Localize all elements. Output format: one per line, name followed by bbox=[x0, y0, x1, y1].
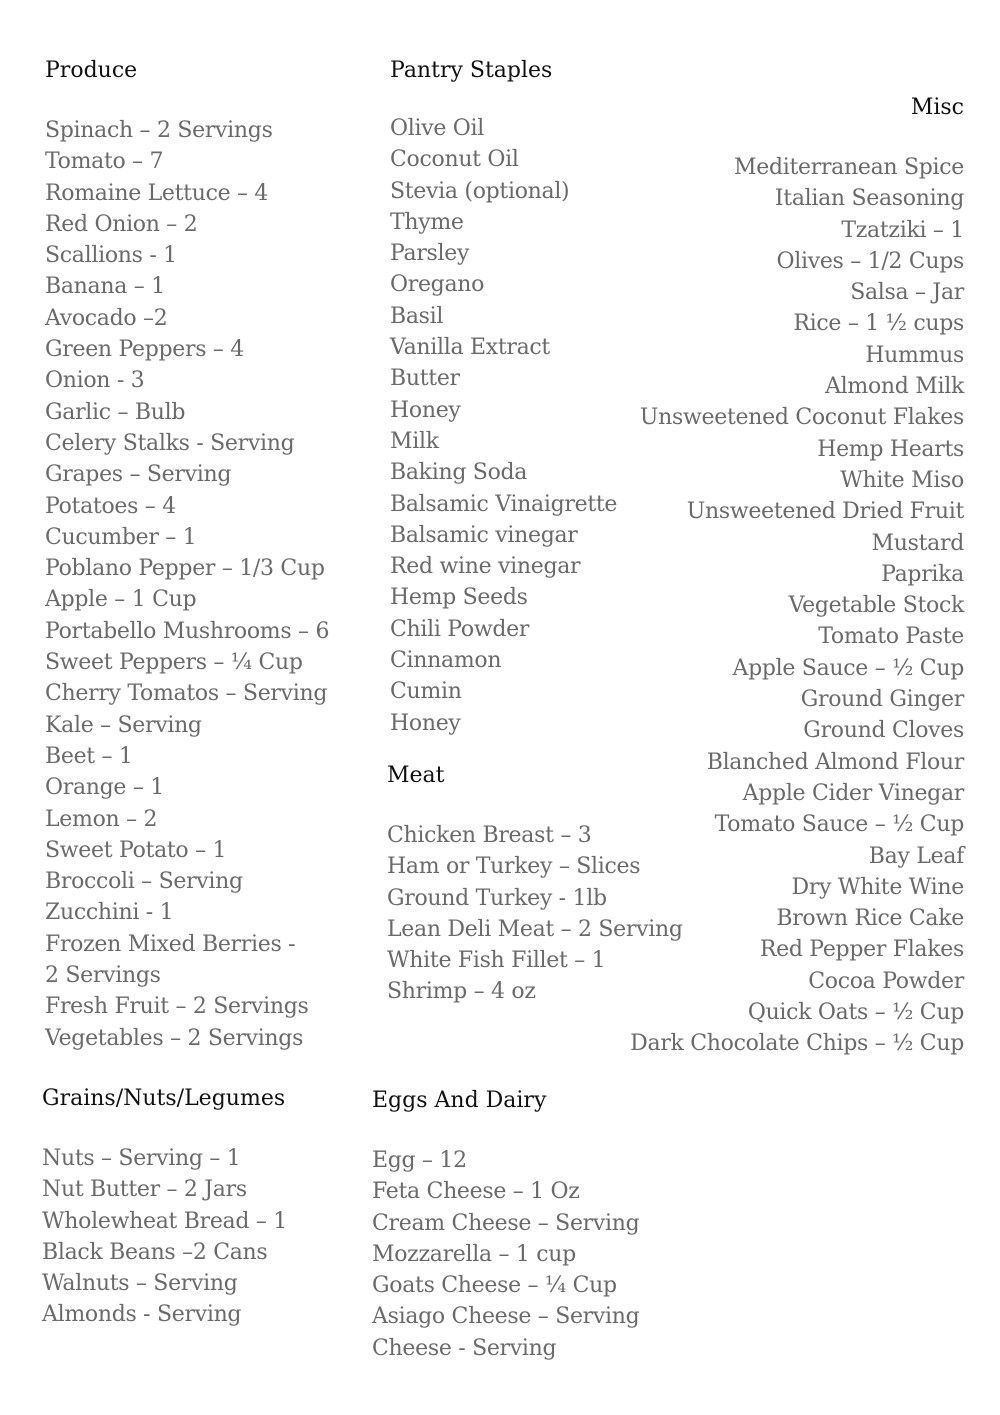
list-item: Walnuts – Serving bbox=[42, 1271, 238, 1297]
list-item: Vanilla Extract bbox=[390, 335, 550, 361]
list-item: Cinnamon bbox=[390, 648, 502, 674]
list-item: Quick Oats – ½ Cup bbox=[747, 1000, 964, 1026]
list-item: Sweet Peppers – ¼ Cup bbox=[45, 650, 303, 676]
list-item: Tomato Sauce – ½ Cup bbox=[714, 812, 964, 838]
list-item: Milk bbox=[390, 428, 439, 454]
list-item: Cream Cheese – Serving bbox=[372, 1210, 640, 1236]
list-item: Zucchini - 1 bbox=[45, 900, 174, 926]
dairy-heading: Eggs And Dairy bbox=[372, 1088, 547, 1113]
list-item: Apple – 1 Cup bbox=[45, 587, 197, 613]
list-item: Paprika bbox=[881, 561, 964, 587]
list-item: Sweet Potato – 1 bbox=[45, 837, 227, 863]
list-item: Spinach – 2 Servings bbox=[45, 118, 273, 143]
produce-heading: Produce bbox=[45, 58, 138, 83]
list-item: Tomato – 7 bbox=[45, 149, 164, 175]
list-item: Tomato Paste bbox=[818, 624, 964, 650]
dairy-list bbox=[372, 1145, 692, 1364]
list-item: Balsamic vinegar bbox=[390, 522, 578, 548]
list-item: Lean Deli Meat – 2 Serving bbox=[387, 916, 683, 942]
dairy-section bbox=[372, 1087, 692, 1364]
list-item: Goats Cheese – ¼ Cup bbox=[372, 1273, 617, 1299]
list-item: Black Beans –2 Cans bbox=[42, 1239, 268, 1265]
list-item: Honey bbox=[390, 710, 461, 736]
list-item: Wholewheat Bread – 1 bbox=[42, 1208, 287, 1234]
list-item: Poblano Pepper – 1/3 Cup bbox=[45, 556, 325, 582]
grains-list bbox=[42, 1143, 362, 1331]
list-item: Hemp Hearts bbox=[817, 436, 964, 462]
list-item: Unsweetened Dried Fruit bbox=[686, 499, 964, 525]
list-item: Bay Leaf bbox=[868, 843, 964, 869]
list-item: Salsa – Jar bbox=[850, 280, 964, 306]
list-item: Frozen Mixed Berries - bbox=[45, 931, 296, 957]
list-item: Celery Stalks - Serving bbox=[45, 430, 295, 456]
list-item: Fresh Fruit – 2 Servings bbox=[45, 994, 309, 1020]
list-item: Avocado –2 bbox=[45, 305, 168, 331]
list-item: Cherry Tomatos – Serving bbox=[45, 681, 328, 707]
list-item: Cocoa Powder bbox=[808, 968, 964, 994]
list-item: Mediterranean Spice bbox=[734, 155, 964, 180]
list-item: Blanched Almond Flour bbox=[706, 749, 964, 775]
list-item: Almond Milk bbox=[825, 374, 964, 400]
list-item: Tzatziki – 1 bbox=[841, 217, 964, 243]
list-item: Nuts – Serving – 1 bbox=[42, 1146, 241, 1171]
list-item: Scallions - 1 bbox=[45, 243, 177, 269]
list-item: Orange – 1 bbox=[45, 775, 164, 801]
list-item: 2 Servings bbox=[45, 963, 161, 989]
list-item: Brown Rice Cake bbox=[776, 906, 964, 932]
produce-section bbox=[45, 57, 375, 1054]
list-item: White Fish Fillet – 1 bbox=[387, 948, 606, 974]
list-item: White Miso bbox=[840, 467, 964, 493]
misc-section bbox=[600, 94, 964, 1060]
list-item: Unsweetened Coconut Flakes bbox=[639, 405, 964, 431]
list-item: Coconut Oil bbox=[390, 147, 519, 173]
list-item: Ham or Turkey – Slices bbox=[387, 854, 641, 880]
list-item: Red Pepper Flakes bbox=[759, 937, 964, 963]
list-item: Broccoli – Serving bbox=[45, 869, 243, 895]
meat-heading: Meat bbox=[387, 763, 445, 788]
list-item: Oregano bbox=[390, 272, 485, 298]
list-item: Thyme bbox=[390, 209, 464, 235]
list-item: Cheese - Serving bbox=[372, 1335, 557, 1361]
list-item: Parsley bbox=[390, 241, 470, 267]
misc-heading: Misc bbox=[910, 95, 964, 120]
list-item: Cucumber – 1 bbox=[45, 524, 197, 550]
list-item: Dark Chocolate Chips – ½ Cup bbox=[630, 1031, 964, 1057]
list-item: Cumin bbox=[390, 679, 462, 705]
list-item: Egg – 12 bbox=[372, 1148, 467, 1173]
list-item: Almonds - Serving bbox=[42, 1302, 242, 1328]
list-item: Ground Ginger bbox=[800, 687, 964, 713]
list-item: Rice – 1 ½ cups bbox=[793, 311, 964, 337]
list-item: Apple Cider Vinegar bbox=[742, 780, 964, 806]
grains-heading: Grains/Nuts/Legumes bbox=[42, 1086, 286, 1111]
list-item: Dry White Wine bbox=[791, 874, 964, 900]
list-item: Onion - 3 bbox=[45, 368, 145, 394]
list-item: Italian Seasoning bbox=[774, 186, 964, 212]
list-item: Banana – 1 bbox=[45, 274, 165, 300]
list-item: Romaine Lettuce – 4 bbox=[45, 180, 269, 206]
grains-section bbox=[42, 1085, 362, 1331]
list-item: Shrimp – 4 oz bbox=[387, 979, 536, 1005]
list-item: Potatoes – 4 bbox=[45, 493, 176, 519]
list-item: Portabello Mushrooms – 6 bbox=[45, 618, 330, 644]
list-item: Nut Butter – 2 Jars bbox=[42, 1177, 247, 1203]
list-item: Red Onion – 2 bbox=[45, 211, 198, 237]
list-item: Beet – 1 bbox=[45, 743, 133, 769]
list-item: Olives – 1/2 Cups bbox=[776, 248, 964, 274]
list-item: Baking Soda bbox=[390, 460, 528, 486]
list-item: Garlic – Bulb bbox=[45, 399, 186, 425]
list-item: Basil bbox=[390, 303, 444, 329]
pantry-heading: Pantry Staples bbox=[390, 58, 553, 83]
list-item: Ground Turkey - 1lb bbox=[387, 885, 607, 911]
list-item: Hummus bbox=[865, 342, 964, 368]
list-item: Feta Cheese – 1 Oz bbox=[372, 1179, 580, 1205]
list-item: Chicken Breast – 3 bbox=[387, 823, 592, 848]
list-item: Vegetables – 2 Servings bbox=[45, 1025, 304, 1051]
list-item: Hemp Seeds bbox=[390, 585, 528, 611]
list-item: Apple Sauce – ½ Cup bbox=[732, 655, 964, 681]
list-item: Vegetable Stock bbox=[788, 593, 964, 619]
list-item: Stevia (optional) bbox=[390, 178, 570, 204]
list-item: Mozzarella – 1 cup bbox=[372, 1241, 576, 1267]
list-item: Butter bbox=[390, 366, 460, 392]
list-item: Lemon – 2 bbox=[45, 806, 158, 832]
list-item: Chili Powder bbox=[390, 616, 530, 642]
produce-list bbox=[45, 115, 375, 1054]
misc-list bbox=[600, 152, 964, 1060]
list-item: Asiago Cheese – Serving bbox=[372, 1304, 640, 1330]
list-item: Honey bbox=[390, 397, 461, 423]
list-item: Olive Oil bbox=[390, 116, 484, 141]
list-item: Mustard bbox=[871, 530, 964, 556]
list-item: Red wine vinegar bbox=[390, 554, 581, 580]
list-item: Balsamic Vinaigrette bbox=[390, 491, 618, 517]
list-item: Grapes – Serving bbox=[45, 462, 232, 488]
list-item: Green Peppers – 4 bbox=[45, 337, 245, 363]
list-item: Ground Cloves bbox=[803, 718, 964, 744]
list-item: Kale – Serving bbox=[45, 712, 202, 738]
